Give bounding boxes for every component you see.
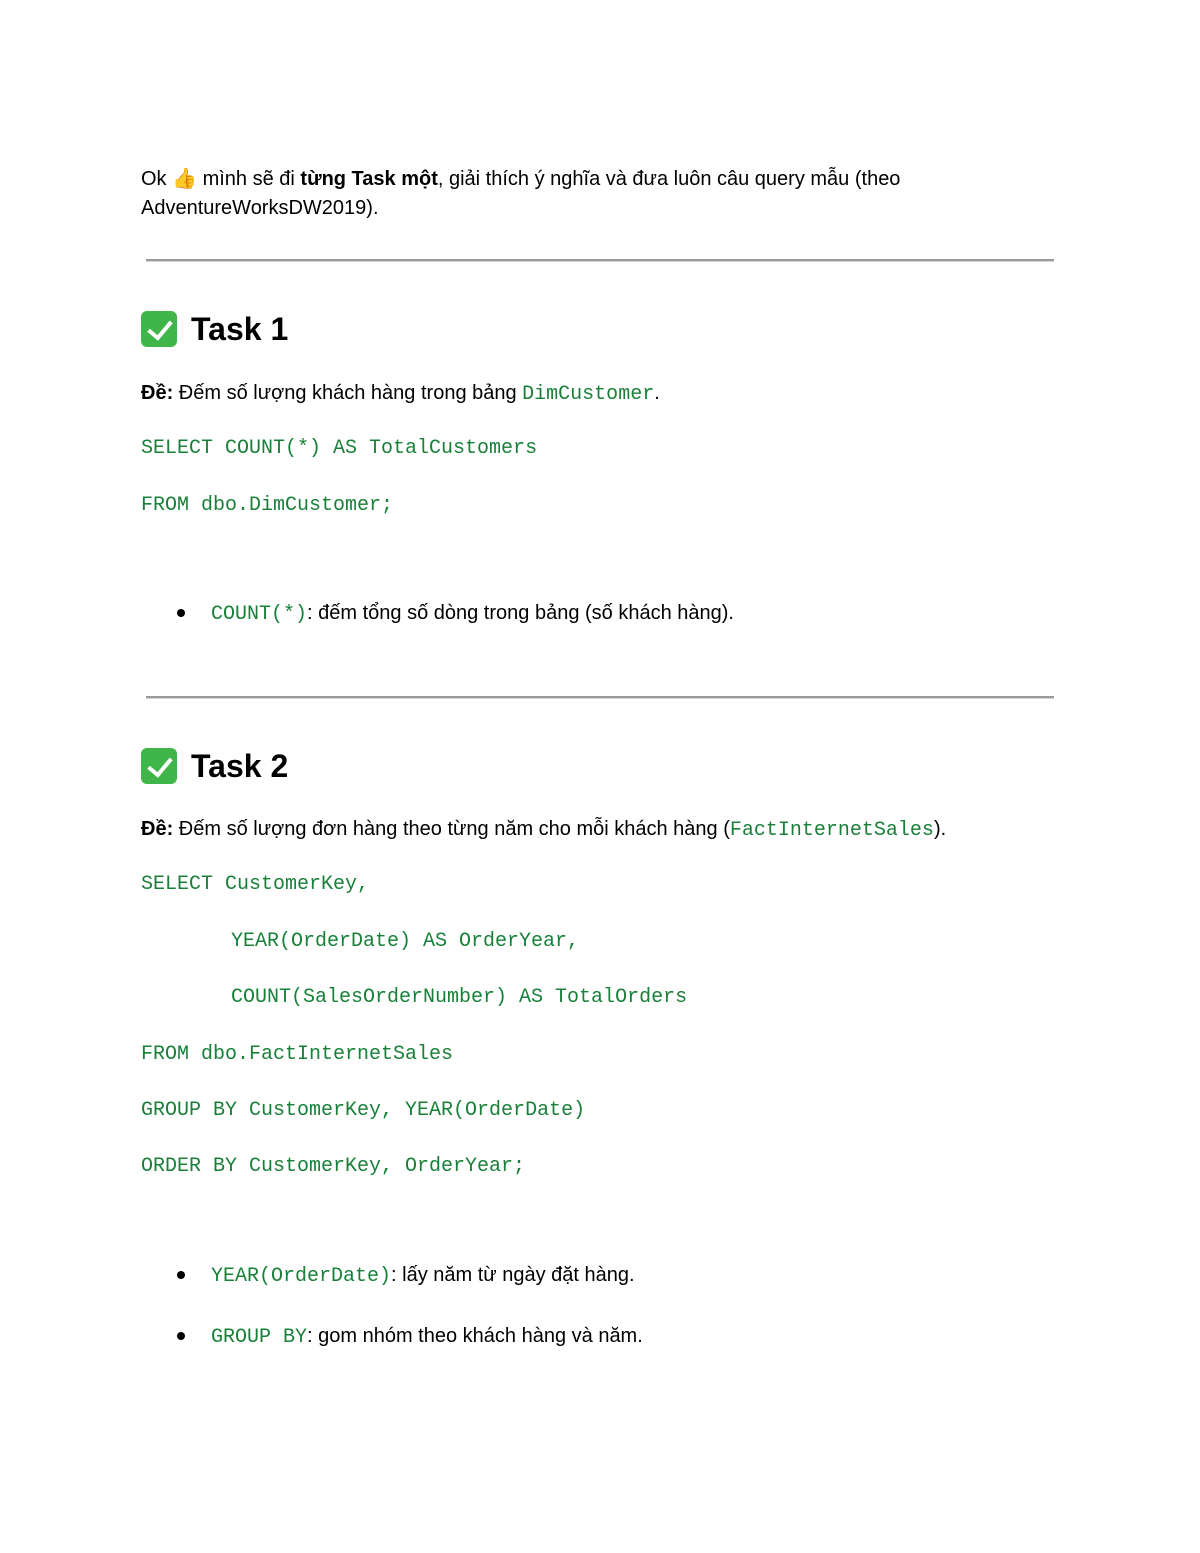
bullet-code: YEAR(OrderDate) bbox=[211, 1265, 392, 1288]
code-line: FROM dbo.FactInternetSales bbox=[141, 1043, 454, 1066]
intro-paragraph bbox=[141, 164, 1041, 223]
list-item bbox=[177, 1262, 635, 1290]
code-line: FROM dbo.DimCustomer; bbox=[141, 494, 394, 517]
code-line: COUNT(SalesOrderNumber) AS TotalOrders bbox=[231, 986, 688, 1009]
code-line: GROUP BY CustomerKey, YEAR(OrderDate) bbox=[141, 1099, 586, 1122]
bullet-icon bbox=[177, 609, 185, 617]
code-line: ORDER BY CustomerKey, OrderYear; bbox=[141, 1155, 526, 1178]
task-2-prompt bbox=[141, 816, 946, 844]
prompt-end: ). bbox=[933, 818, 947, 840]
check-mark-icon bbox=[141, 311, 177, 347]
intro-bold: từng Task một bbox=[300, 168, 438, 190]
task-2-heading bbox=[141, 745, 288, 787]
bullet-text: : gom nhóm theo khách hàng và năm. bbox=[307, 1325, 643, 1347]
prompt-label: Đề: bbox=[141, 382, 174, 404]
prompt-label: Đề: bbox=[141, 818, 174, 840]
divider bbox=[146, 259, 1054, 262]
intro-text-1: Ok bbox=[141, 168, 173, 190]
intro-text-4: AdventureWorksDW2019). bbox=[141, 197, 379, 219]
bullet-code: GROUP BY bbox=[211, 1326, 308, 1349]
prompt-end: . bbox=[654, 382, 660, 404]
prompt-code: FactInternetSales bbox=[729, 819, 934, 842]
task-2-title: Task 2 bbox=[191, 747, 289, 784]
task-1-prompt bbox=[141, 380, 660, 408]
bullet-text: : đếm tổng số dòng trong bảng (số khách hàng). bbox=[307, 602, 734, 624]
code-line: SELECT COUNT(*) AS TotalCustomers bbox=[141, 437, 538, 460]
check-mark-icon bbox=[141, 748, 177, 784]
intro-text-2: mình sẽ đi bbox=[197, 168, 301, 190]
intro-text-3: , giải thích ý nghĩa và đưa luôn câu query mẫu (theo bbox=[437, 168, 901, 190]
task-1-heading bbox=[141, 308, 288, 350]
task-1-title: Task 1 bbox=[191, 310, 289, 347]
list-item bbox=[177, 1323, 643, 1351]
bullet-icon bbox=[177, 1271, 185, 1279]
thumbs-up-icon: 👍 bbox=[172, 166, 198, 190]
prompt-code: DimCustomer bbox=[522, 383, 655, 406]
prompt-text: Đếm số lượng khách hàng trong bảng bbox=[173, 382, 523, 404]
divider bbox=[146, 696, 1054, 699]
bullet-code: COUNT(*) bbox=[211, 603, 308, 626]
code-line: YEAR(OrderDate) AS OrderYear, bbox=[231, 930, 580, 953]
prompt-text: Đếm số lượng đơn hàng theo từng năm cho mỗi khách hàng ( bbox=[173, 818, 730, 840]
bullet-text: : lấy năm từ ngày đặt hàng. bbox=[391, 1264, 635, 1286]
code-line: SELECT CustomerKey, bbox=[141, 873, 370, 896]
list-item bbox=[177, 600, 734, 628]
bullet-icon bbox=[177, 1332, 185, 1340]
